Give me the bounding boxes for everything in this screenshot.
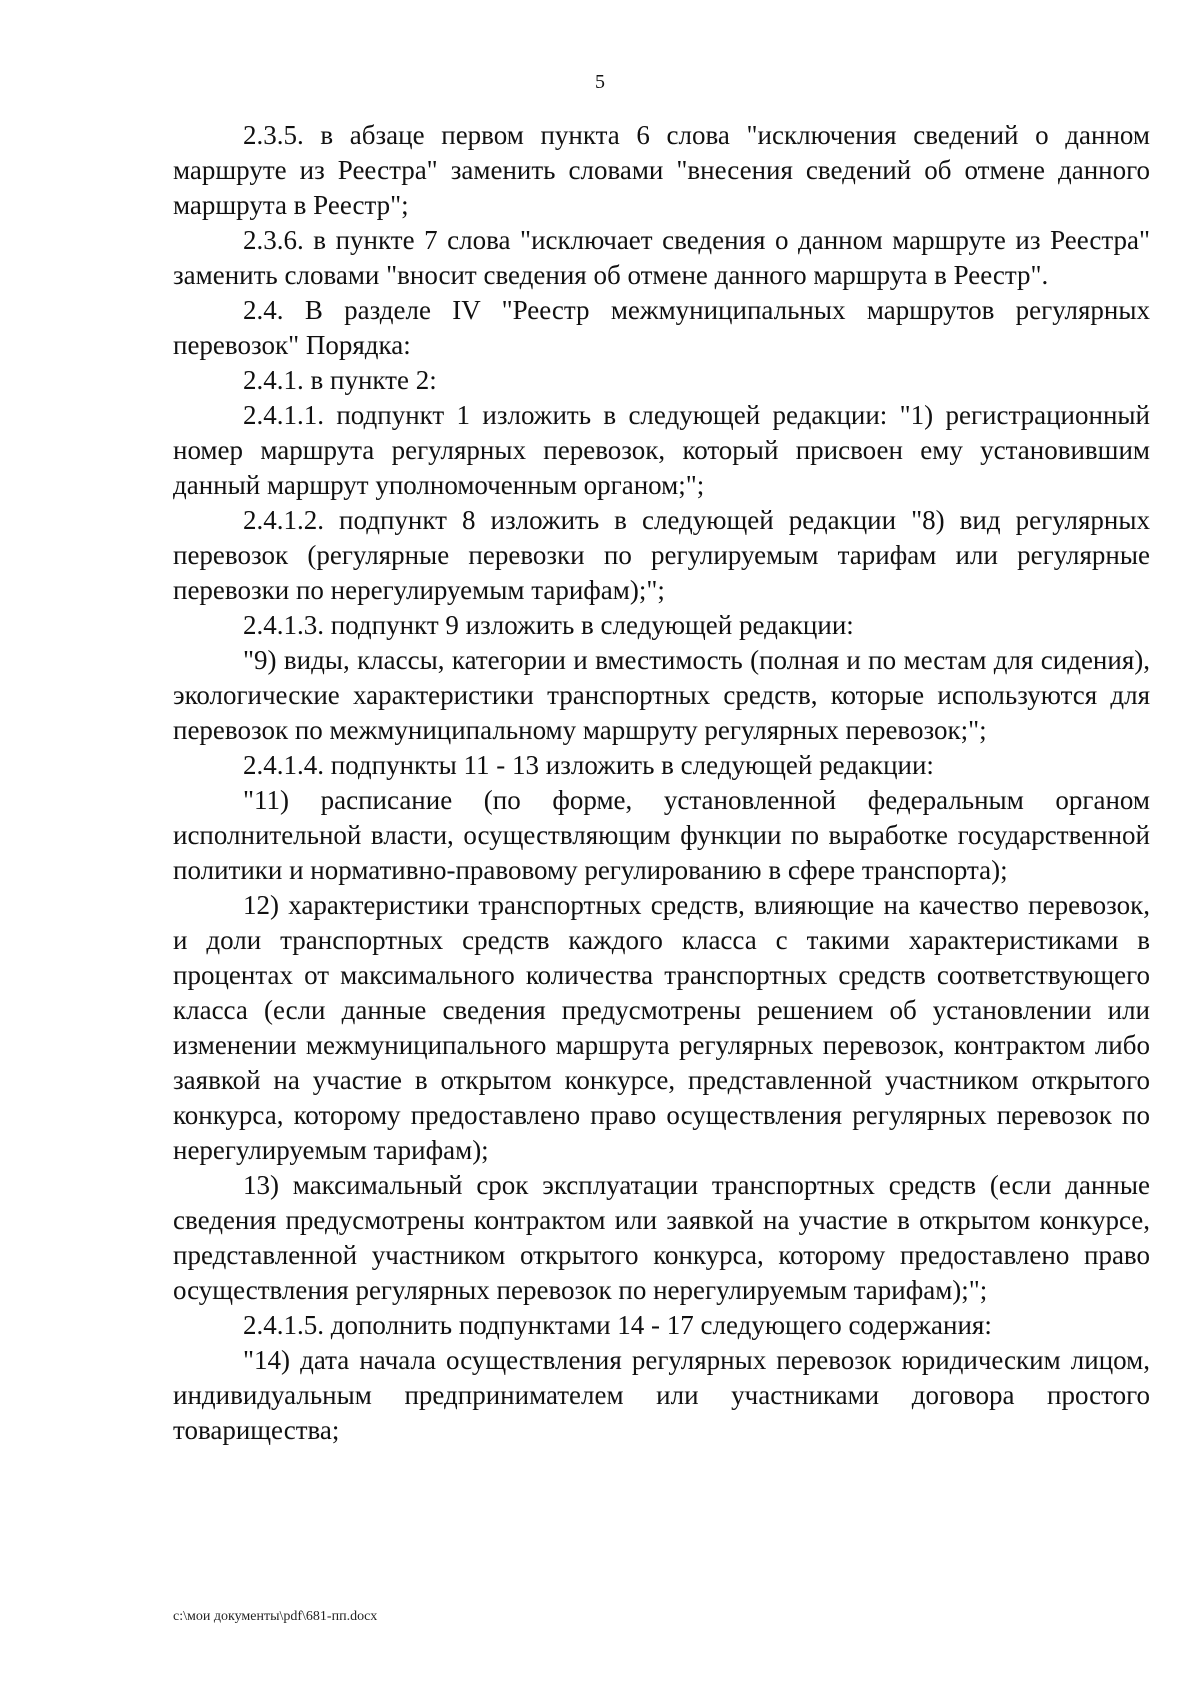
paragraph-2-4-1-1: 2.4.1.1. подпункт 1 изложить в следующей редакции: "1) регистрационный номер маршрута регулярных перевозок, который присвоен ему установившим данный маршрут уполномоченным органом;"; (173, 400, 1150, 500)
paragraph-item-12: 12) характеристики транспортных средств, влияющие на качество перевозок, и доли транспортных средств каждого класса с такими характеристиками в процентах от максимального количества транспортных средств соответствующего класса (если данные сведения предусмотрены решением об установлении или изменении межмуниципального маршрута регулярных перевозок, контрактом либо заявкой на участие в открытом конкурсе, представленной участником открытого конкурса, которому предоставлено право осуществления регулярных перевозок по нерегулируемым тарифам); (173, 890, 1150, 1165)
footer-file-path: c:\мои документы\pdf\681-пп.docx (173, 1609, 378, 1624)
paragraph-item-9: "9) виды, классы, категории и вместимость (полная и по местам для сидения), экологические характеристики транспортных средств, которые используются для перевозок по межмуниципальному маршруту регулярных перевозок;"; (173, 645, 1150, 745)
paragraph-item-11: "11) расписание (по форме, установленной федеральным органом исполнительной власти, осуществляющим функции по выработке государственной политики и нормативно-правовому регулированию в сфере транспорта); (173, 785, 1150, 885)
document-body (173, 118, 1150, 1448)
paragraph-2-4-1-3: 2.4.1.3. подпункт 9 изложить в следующей редакции: (243, 610, 854, 640)
paragraph-2-4: 2.4. В разделе IV "Реестр межмуниципальных маршрутов регулярных перевозок" Порядка: (173, 295, 1150, 360)
paragraph-2-4-1-2: 2.4.1.2. подпункт 8 изложить в следующей редакции "8) вид регулярных перевозок (регулярные перевозки по регулируемым тарифам или регулярные перевозки по нерегулируемым тарифам);"; (173, 505, 1150, 605)
paragraph-item-14: "14) дата начала осуществления регулярных перевозок юридическим лицом, индивидуальным предпринимателем или участниками договора простого товарищества; (173, 1345, 1150, 1445)
paragraph-2-4-1: 2.4.1. в пункте 2: (243, 365, 437, 395)
page-number: 5 (595, 71, 605, 93)
paragraph-2-4-1-4: 2.4.1.4. подпункты 11 - 13 изложить в следующей редакции: (243, 750, 934, 780)
paragraph-2-4-1-5: 2.4.1.5. дополнить подпунктами 14 - 17 следующего содержания: (243, 1310, 992, 1340)
paragraph-item-13: 13) максимальный срок эксплуатации транспортных средств (если данные сведения предусмотрены контрактом или заявкой на участие в открытом конкурсе, представленной участником открытого конкурса, которому предоставлено право осуществления регулярных перевозок по нерегулируемым тарифам);"; (173, 1170, 1150, 1305)
paragraph-2-3-5: 2.3.5. в абзаце первом пункта 6 слова "исключения сведений о данном маршруте из Реестра" заменить словами "внесения сведений об отмене данного маршрута в Реестр"; (173, 120, 1150, 220)
paragraph-2-3-6: 2.3.6. в пункте 7 слова "исключает сведения о данном маршруте из Реестра" заменить словами "вносит сведения об отмене данного маршрута в Реестр". (173, 225, 1150, 290)
